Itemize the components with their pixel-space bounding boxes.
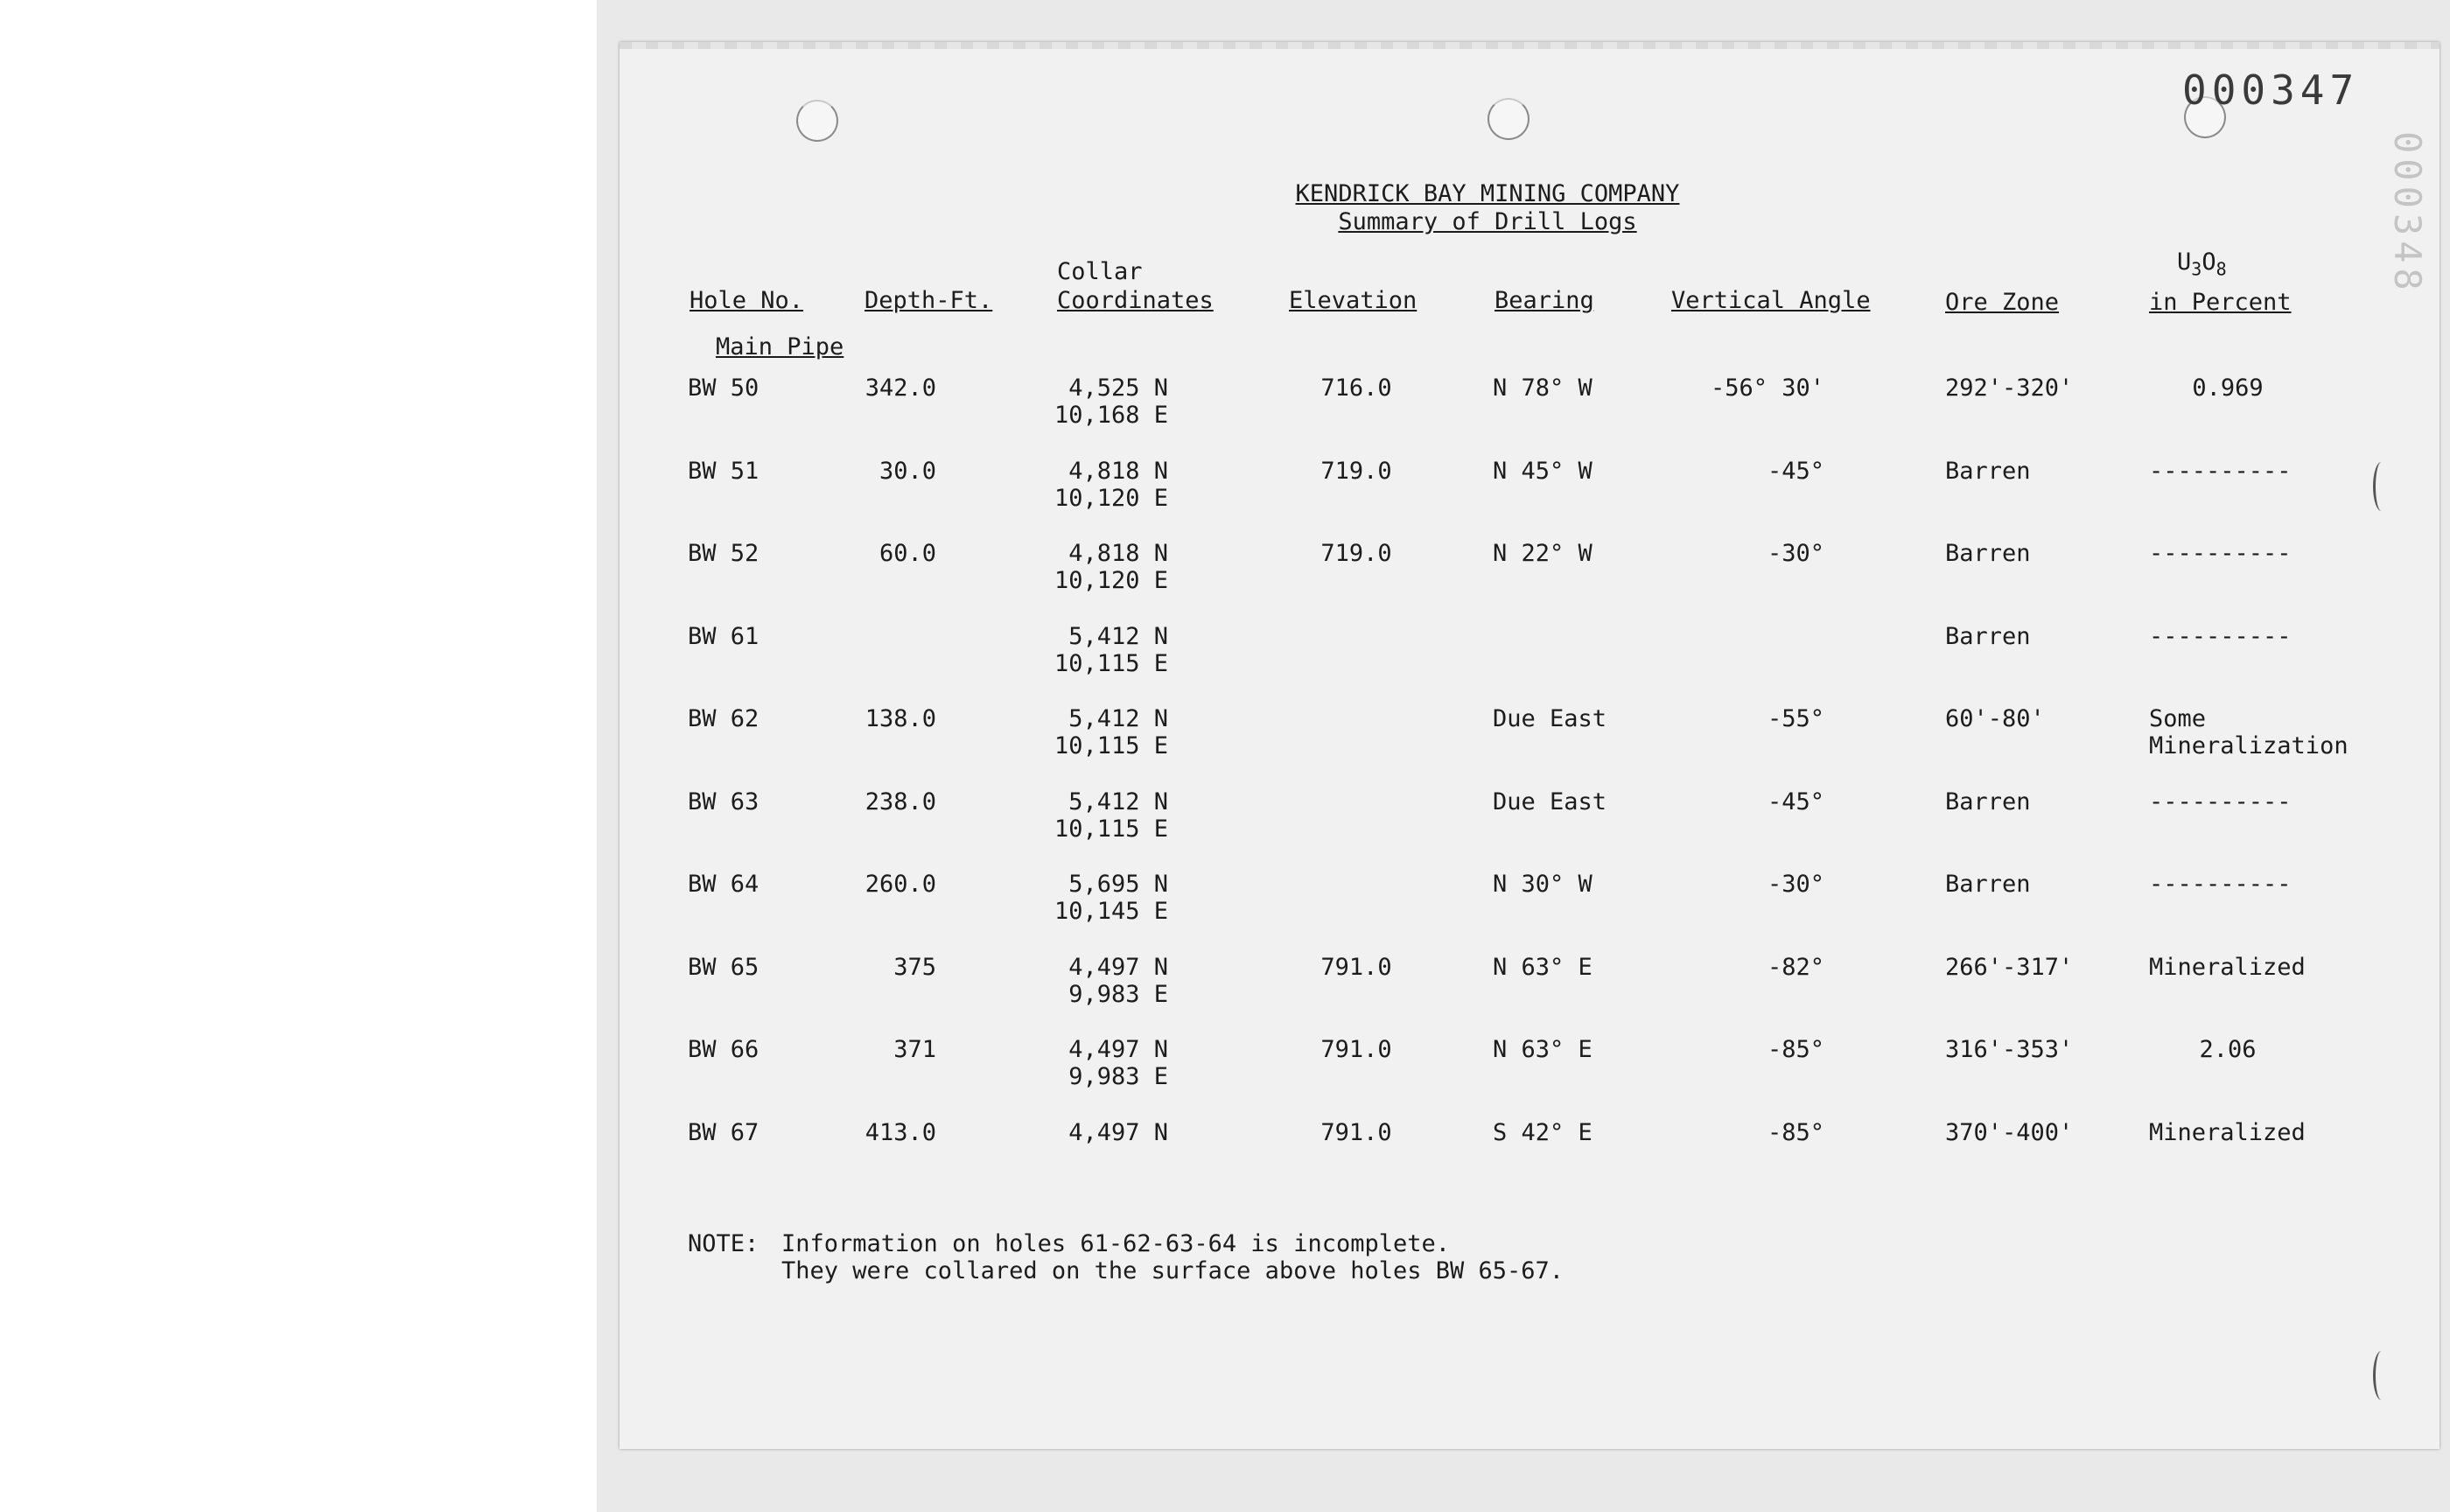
cell-ore-zone: 370'-400' [1945,1118,2074,1146]
cell-hole-no: BW 51 [688,457,760,485]
cell-hole-no: BW 52 [688,540,760,567]
cell-collar-north: 4,818 N [1068,540,1168,567]
cell-depth: 413.0 [864,1118,936,1146]
cell-bearing: N 30° W [1493,871,1592,898]
cell-u3o8: ---------- [2149,540,2292,567]
cell-ore-zone: 316'-353' [1945,1036,2074,1063]
cell-bearing: N 63° E [1493,1036,1592,1063]
cell-collar-east: 10,120 E [1054,567,1168,594]
cell-ore-zone: Barren [1945,540,2031,567]
punch-hole-center [1488,98,1530,140]
cell-elevation: 716.0 [1320,374,1392,402]
cell-collar-north: 5,695 N [1068,871,1168,898]
cell-depth: 342.0 [864,374,936,402]
cell-vertical-angle: -45° [1767,788,1824,816]
cell-vertical-angle: -82° [1767,953,1824,981]
cell-collar-north: 5,412 N [1068,788,1168,816]
cell-depth: 260.0 [864,871,936,898]
cell-collar-east: 10,145 E [1054,898,1168,925]
cell-collar-east: 9,983 E [1068,1063,1168,1090]
header-collar: Collar [1057,258,1143,285]
cell-vertical-angle: -56° 30' [1710,374,1824,402]
cell-collar-north: 4,525 N [1068,374,1168,402]
punch-hole-left [796,100,838,142]
cell-ore-zone: Barren [1945,871,2031,898]
cell-collar-north: 4,497 N [1068,1118,1168,1146]
cell-ore-zone: 60'-80' [1945,705,2045,732]
cell-collar-east: 9,983 E [1068,980,1168,1008]
cell-vertical-angle: -30° [1767,540,1824,567]
note-label: NOTE: [688,1230,760,1257]
header-vertical-angle: Vertical Angle [1671,287,1871,314]
cell-collar-north: 4,497 N [1068,953,1168,981]
cell-depth: 138.0 [864,705,936,732]
cell-collar-north: 5,412 N [1068,705,1168,732]
cell-hole-no: BW 62 [688,705,760,732]
page-stamp-number: 000347 [2182,66,2360,114]
cell-u3o8: Mineralized [2149,1118,2306,1146]
cell-depth: 60.0 [878,540,936,567]
cell-vertical-angle: -55° [1767,705,1824,732]
cell-u3o8: ---------- [2149,871,2292,898]
cell-u3o8: ---------- [2149,622,2292,650]
cell-vertical-angle: -45° [1767,457,1824,485]
cell-depth: 238.0 [864,788,936,816]
cell-hole-no: BW 63 [688,788,760,816]
cell-u3o8-line2: Mineralization [2149,732,2348,760]
margin-mark [2373,462,2390,511]
cell-hole-no: BW 67 [688,1118,760,1146]
cell-vertical-angle: -30° [1767,871,1824,898]
cell-bearing: Due East [1493,788,1607,816]
cell-collar-east: 10,115 E [1054,815,1168,843]
cell-elevation: 791.0 [1320,1118,1392,1146]
cell-ore-zone: 266'-317' [1945,953,2074,981]
header-elevation: Elevation [1289,287,1418,314]
cell-collar-east: 10,120 E [1054,484,1168,512]
header-in-percent: in Percent [2149,289,2292,316]
cell-collar-east: 10,115 E [1054,732,1168,760]
cell-bearing: N 78° W [1493,374,1592,402]
cell-bearing: S 42° E [1493,1118,1592,1146]
cell-depth: 375 [893,953,936,981]
cell-bearing: N 63° E [1493,953,1592,981]
cell-ore-zone: Barren [1945,457,2031,485]
cell-hole-no: BW 64 [688,871,760,898]
cell-ore-zone: Barren [1945,788,2031,816]
cell-bearing: N 45° W [1493,457,1592,485]
header-ore-zone: Ore Zone [1945,289,2060,316]
sheet-torn-edge [620,42,2440,49]
cell-bearing: Due East [1493,705,1607,732]
note-line-2: They were collared on the surface above holes BW 65-67. [781,1257,1564,1284]
company-title: KENDRICK BAY MINING COMPANY [1295,180,1680,207]
margin-mark [2373,1351,2390,1400]
header-hole-no: Hole No. [690,287,804,314]
cell-elevation: 719.0 [1320,540,1392,567]
cell-collar-east: 10,115 E [1054,649,1168,677]
cell-ore-zone: 292'-320' [1945,374,2074,402]
cell-depth: 30.0 [878,457,936,485]
cell-depth: 371 [893,1036,936,1063]
bleed-through-stamp: 000348 [2386,131,2429,296]
header-depth: Depth-Ft. [864,287,993,314]
cell-hole-no: BW 65 [688,953,760,981]
cell-hole-no: BW 66 [688,1036,760,1063]
cell-u3o8: 0.969 [2192,374,2264,402]
cell-u3o8: Some [2149,705,2207,732]
note-line-1: Information on holes 61-62-63-64 is incomplete. [781,1230,1451,1257]
cell-ore-zone: Barren [1945,622,2031,650]
cell-elevation: 791.0 [1320,1036,1392,1063]
cell-u3o8: ---------- [2149,457,2292,485]
cell-collar-north: 4,497 N [1068,1036,1168,1063]
cell-bearing: N 22° W [1493,540,1592,567]
header-coordinates: Coordinates [1057,287,1214,314]
header-u3o8: $U_3O_8$ [2177,248,2227,280]
cell-u3o8: Mineralized [2149,953,2306,981]
cell-collar-east: 10,168 E [1054,402,1168,429]
header-bearing: Bearing [1494,287,1594,314]
document-subtitle: Summary of Drill Logs [1338,208,1637,235]
cell-collar-north: 5,412 N [1068,622,1168,650]
cell-hole-no: BW 50 [688,374,760,402]
cell-vertical-angle: -85° [1767,1036,1824,1063]
cell-collar-north: 4,818 N [1068,457,1168,485]
cell-elevation: 719.0 [1320,457,1392,485]
cell-elevation: 791.0 [1320,953,1392,981]
cell-u3o8: ---------- [2149,788,2292,816]
cell-vertical-angle: -85° [1767,1118,1824,1146]
cell-hole-no: BW 61 [688,622,760,650]
section-label: Main Pipe [716,333,844,360]
cell-u3o8: 2.06 [2199,1036,2257,1063]
